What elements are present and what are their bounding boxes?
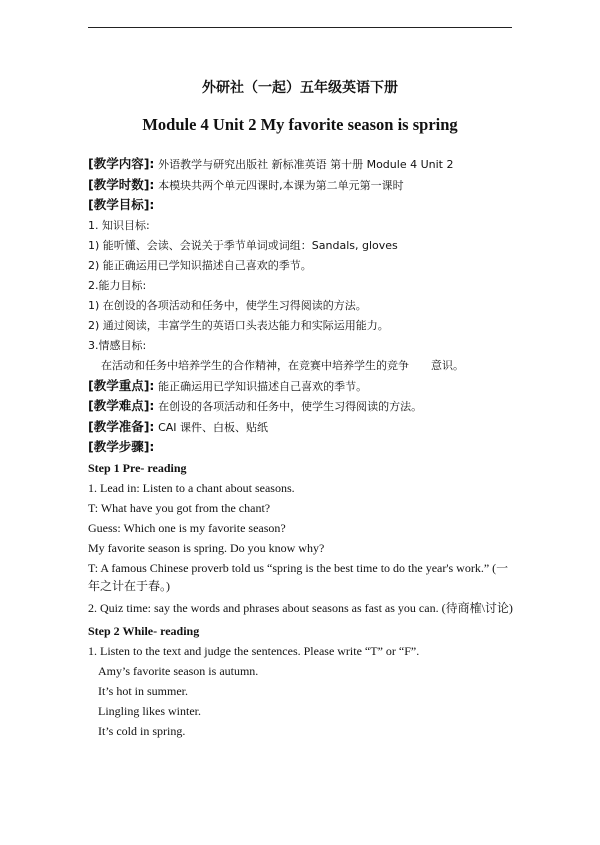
- step2-instruction: 1. Listen to the text and judge the sentences. Please write “T” or “F”.: [88, 643, 420, 658]
- lesson-plan-body: [88, 154, 520, 741]
- content-value: 外语教学与研究出版社 新标准英语 第十册 Module 4 Unit 2: [158, 158, 454, 171]
- step1-guess: Guess: Which one is my favorite season?: [88, 520, 286, 535]
- ability-item-2: 2) 通过阅读，丰富学生的英语口头表达能力和实际运用能力。: [88, 318, 389, 332]
- steps-label: [教学步骤]:: [88, 439, 155, 454]
- page-title-en: Module 4 Unit 2 My favorite season is spring: [142, 115, 458, 134]
- ability-title: 2.能力目标:: [88, 278, 147, 292]
- content-label: [教学内容]:: [88, 156, 155, 171]
- step1-question: T: What have you got from the chant?: [88, 500, 271, 515]
- key-row: [88, 376, 520, 397]
- key-label: [教学重点]:: [88, 377, 155, 393]
- prep-row: [88, 417, 520, 438]
- prep-label: [教学准备]:: [88, 418, 155, 434]
- difficulty-label: [教学难点]:: [88, 398, 155, 413]
- knowledge-item-1: 1) 能听懂、会读、会说关于季节单词或词组：Sandals, gloves: [88, 238, 398, 252]
- page-title-cn: 外研社（一起）五年级英语下册: [202, 80, 398, 96]
- steps-row: [88, 437, 520, 458]
- step1-answer: My favorite season is spring. Do you know why?: [88, 540, 325, 555]
- top-rule: [88, 27, 512, 28]
- difficulty-row: [88, 396, 520, 417]
- step2-sentence-2: It’s hot in summer.: [98, 683, 188, 698]
- step1-quiz: 2. Quiz time: say the words and phrases about seasons as fast as you can. (待商榷\讨论): [88, 600, 513, 615]
- objectives-label: [教学目标]:: [88, 197, 155, 212]
- emotion-title: 3.情感目标:: [88, 338, 147, 352]
- step2-sentence-1: Amy’s favorite season is autumn.: [98, 663, 259, 678]
- prep-value: CAI 课件、白板、贴纸: [158, 420, 269, 434]
- key-value: 能正确运用已学知识描述自己喜欢的季节。: [158, 379, 368, 393]
- knowledge-item-2: 2) 能正确运用已学知识描述自己喜欢的季节。: [88, 258, 312, 272]
- difficulty-value: 在创设的各项活动和任务中，使学生习得阅读的方法。: [158, 400, 423, 413]
- emotion-item-1: 在活动和任务中培养学生的合作精神，在竞赛中培养学生的竞争 意识。: [101, 358, 464, 372]
- step2-sentence-3: Lingling likes winter.: [98, 703, 201, 718]
- objectives-row: [88, 195, 520, 216]
- step2-sentence-4: It’s cold in spring.: [98, 723, 186, 738]
- ability-item-1: 1) 在创设的各项活动和任务中，使学生习得阅读的方法。: [88, 298, 367, 312]
- step1-title: Step 1 Pre- reading: [88, 460, 187, 475]
- step2-title: Step 2 While- reading: [88, 623, 200, 638]
- step1-proverb: T: A famous Chinese proverb told us “spring is the best time to do the year's work.” (一年之计在于春。): [88, 560, 509, 593]
- step1-lead-in: 1. Lead in: Listen to a chant about seasons.: [88, 480, 295, 495]
- hours-value: 本模块共两个单元四课时,本课为第二单元第一课时: [158, 178, 404, 192]
- hours-label: [教学时数]:: [88, 176, 155, 192]
- content-row: [88, 154, 520, 175]
- hours-row: [88, 175, 520, 196]
- knowledge-title: 1. 知识目标:: [88, 218, 150, 232]
